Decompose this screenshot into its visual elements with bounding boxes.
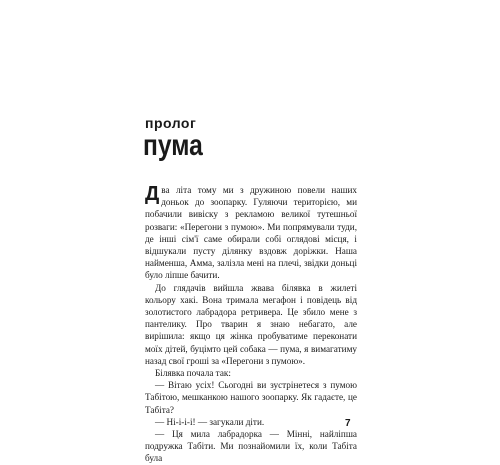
paragraph-2: До глядачів вийшла жвава білявка в жилеті кольору хакі. Вона тримала мегафон і повідець від золотистого лабрадора ретривера. Це збило мене з пантелику. Про тварин я знаю небагато, але вирішила: якщо ця жінка пробуватиме переконати моїх дітей, буцімто цей собака — пума, я вимагатиму назад свої гроші за «Перегони з пумою». (145, 282, 357, 366)
chapter-title: пума (143, 129, 203, 162)
drop-cap: Д (145, 183, 160, 205)
chapter-label: пролог (145, 115, 197, 131)
paragraph-1 (145, 184, 357, 282)
paragraph-5: — Ні-і-і-і! — загукали діти. (155, 416, 265, 427)
page-number: 7 (345, 418, 351, 429)
paragraph-1-text: ва літа тому ми з дружиною повели наших доньок до зоопарку. Гуляючи територією, ми побачили вивіску з рекламою великої тутешньої розваги: «Перегони з пумою». Ми попрямували туди, де інші сім'ї саме обирали собі оглядові місця, і відшукали пусту ділянку вздовж доріжки. Наша найменша, Амма, залізла мені на плечі, звідки доньці було ліпше бачити. (145, 185, 357, 281)
body-text (145, 184, 357, 465)
paragraph-3: Білявка почала так: (155, 368, 231, 379)
paragraph-6: — Ця мила лабрадорка — Мінні, найліпша подружка Табіти. Ми познайомили їх, коли Табіта була (145, 429, 357, 464)
paragraph-4: — Вітаю усіх! Сьогодні ви зустрінетеся з пумою Табітою, мешканкою нашого зоопарку. Як гадаєте, це Табіта? (145, 380, 357, 415)
